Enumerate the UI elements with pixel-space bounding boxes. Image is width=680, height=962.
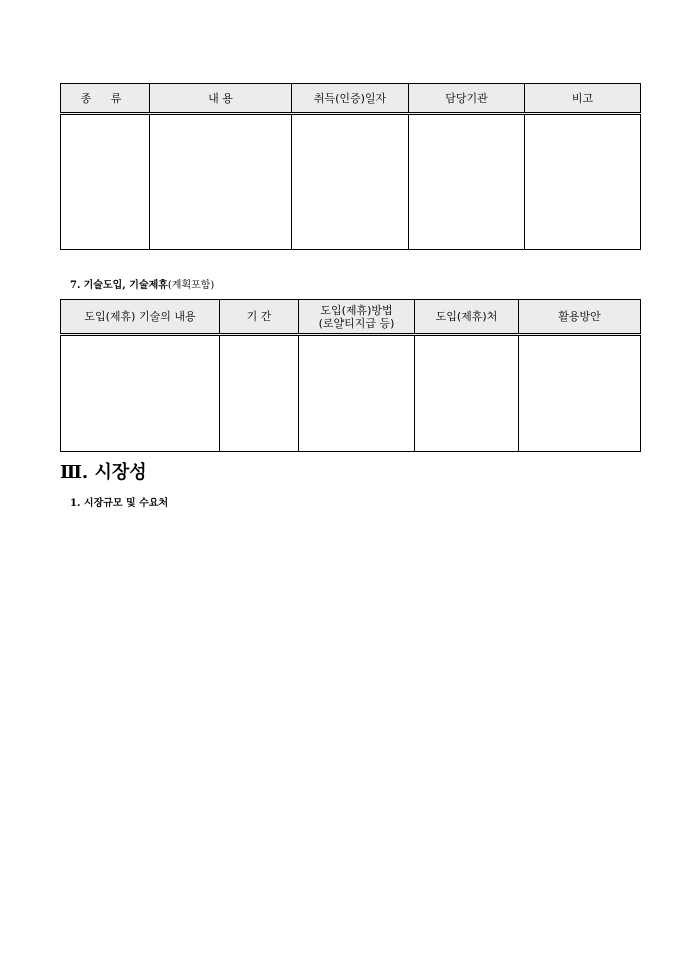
item-1-heading: 1. 시장규모 및 수요처 xyxy=(70,498,169,509)
header-tech-content: 도입(제휴) 기술의 내용 xyxy=(61,300,220,335)
section-7-title: 기술도입, 기술제휴 xyxy=(83,280,168,291)
header-partner: 도입(제휴)처 xyxy=(415,300,519,335)
table-cell[interactable] xyxy=(409,114,525,250)
technology-transfer-table xyxy=(60,299,641,452)
table-row xyxy=(61,114,641,250)
table-header-row xyxy=(61,300,641,335)
header-acquisition-date: 취득(인증)일자 xyxy=(292,84,409,114)
table-cell[interactable] xyxy=(415,335,519,452)
table-cell[interactable] xyxy=(519,335,641,452)
header-content: 내 용 xyxy=(150,84,292,114)
header-method xyxy=(299,300,415,335)
section-7-suffix: (계획포함) xyxy=(167,280,215,291)
header-agency: 담당기관 xyxy=(409,84,525,114)
section-3-title: Ⅲ. 시장성 xyxy=(60,462,147,483)
section-7-number: 7. xyxy=(70,280,81,291)
table-header-row xyxy=(61,84,641,114)
table-cell[interactable] xyxy=(292,114,409,250)
section-7-heading xyxy=(70,276,214,291)
header-period: 기 간 xyxy=(220,300,299,335)
table-row xyxy=(61,335,641,452)
table-cell[interactable] xyxy=(150,114,292,250)
table-cell[interactable] xyxy=(61,114,150,250)
header-type: 종 류 xyxy=(61,84,150,114)
certification-table xyxy=(60,83,641,250)
header-method-line1: 도입(제휴)방법 xyxy=(320,303,393,317)
header-method-line2: (로얄티지급 등) xyxy=(318,316,395,330)
table-cell[interactable] xyxy=(299,335,415,452)
header-utilization: 활용방안 xyxy=(519,300,641,335)
table-cell[interactable] xyxy=(525,114,641,250)
header-remarks: 비고 xyxy=(525,84,641,114)
table-cell[interactable] xyxy=(61,335,220,452)
table-cell[interactable] xyxy=(220,335,299,452)
